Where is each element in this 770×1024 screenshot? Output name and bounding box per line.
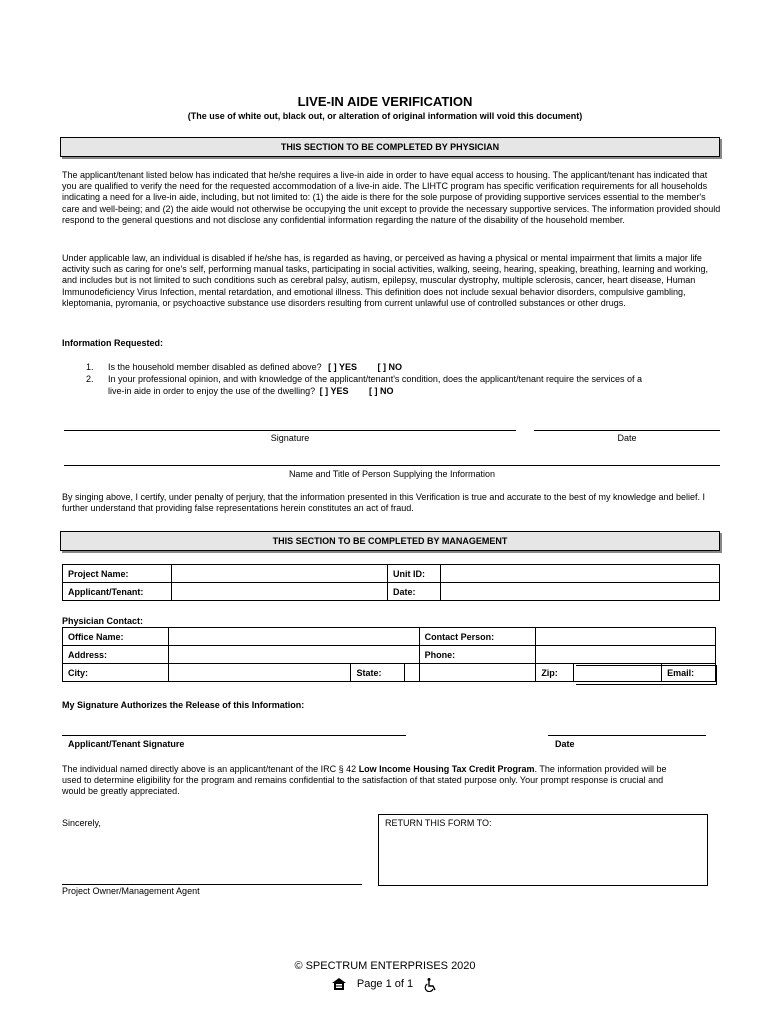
applicant-date-line[interactable] xyxy=(548,735,706,736)
q1-number: 1. xyxy=(86,362,94,372)
page-title: LIVE-IN AIDE VERIFICATION xyxy=(297,94,473,109)
date-field[interactable] xyxy=(441,583,720,601)
city-label: City: xyxy=(63,664,169,682)
applicant-signature-line[interactable] xyxy=(62,735,406,736)
owner-agent-line[interactable] xyxy=(62,884,362,885)
q1-yes-checkbox[interactable]: [ ] YES xyxy=(328,362,358,372)
applicant-signature-label: Applicant/Tenant Signature xyxy=(68,739,185,749)
return-form-label: RETURN THIS FORM TO: xyxy=(385,818,492,828)
q2-yes-checkbox[interactable]: [ ] YES xyxy=(319,386,349,396)
physician-contact-label: Physician Contact: xyxy=(62,616,144,626)
applicant-tenant-label: Applicant/Tenant: xyxy=(63,583,172,601)
authorizes-release-label: My Signature Authorizes the Release of this Information: xyxy=(62,700,305,710)
physician-signature-line[interactable] xyxy=(64,430,516,431)
disability-definition-paragraph: Under applicable law, an individual is disabled if he/she has, is regarded as having, or perceived as having a physical or mental impairment that limits a major life activity such as caring for one's self, performing manual tasks, participating in social activities, walking, seeing, hearing, speaking, breathing, learning and working, and includes but is not limited to such conditions such as cerebral palsy, autism, epilepsy, muscular dystrophy, multiple sclerosis, cancer, heart disease, Human Immunodeficiency Virus Infection, mental retardation, and emotional illness. This definition does not include sexual behavior disorders, compulsive gambling, kleptomania, pyromania, or psychoactive substance use disorders resulting from current unlawful use of controlled substances or other drugs. xyxy=(62,253,709,308)
page-footer xyxy=(0,978,770,990)
city-field[interactable] xyxy=(169,664,351,682)
office-name-field[interactable] xyxy=(169,628,419,646)
project-info-table xyxy=(62,564,720,601)
address-label: Address: xyxy=(63,646,169,664)
email-field[interactable] xyxy=(576,665,717,685)
project-name-field[interactable] xyxy=(172,565,388,583)
contact-person-field[interactable] xyxy=(536,628,716,646)
page-number: Page 1 of 1 xyxy=(356,978,414,990)
copyright-footer: © SPECTRUM ENTERPRISES 2020 xyxy=(294,960,476,972)
q2-text-line2: live-in aide in order to enjoy the use of the dwelling? xyxy=(108,386,316,396)
state-field[interactable] xyxy=(405,664,419,682)
management-section-heading: THIS SECTION TO BE COMPLETED BY MANAGEMENT xyxy=(60,531,720,551)
project-name-label: Project Name: xyxy=(63,565,172,583)
owner-agent-label: Project Owner/Management Agent xyxy=(62,886,200,896)
signature-label: Signature xyxy=(270,433,310,443)
program-info-pre: The individual named directly above is an applicant/tenant of the IRC § 42 xyxy=(62,764,359,774)
q2-number: 2. xyxy=(86,374,94,384)
program-name: Low Income Housing Tax Credit Program xyxy=(358,764,535,774)
return-form-box[interactable] xyxy=(378,814,708,886)
physician-intro-paragraph: The applicant/tenant listed below has indicated that he/she requires a live-in aide in order to have equal access to housing. The applicant/tenant has indicated that you are qualified to verify the need for the requested accommodation of a live-in aide. The LIHTC program has specific verification requirements for all households indicating a need for a live-in aide, including, but not limited to: (1) the aide is there for the sole purpose of providing supportive services essential to the member's care and well-being; and (2) the aide would not otherwise be occupying the unit except to provide the necessary supportive services. The information provided should respond to the general questions and not disclose any confidential information regarding the nature of the disability of the household member. xyxy=(62,170,721,225)
equal-housing-icon xyxy=(332,978,346,990)
office-name-label: Office Name: xyxy=(63,628,169,646)
contact-person-label: Contact Person: xyxy=(419,628,536,646)
state-field-extended[interactable] xyxy=(419,664,536,682)
accessibility-icon xyxy=(424,978,438,990)
unit-id-field[interactable] xyxy=(441,565,720,583)
name-title-line[interactable] xyxy=(64,465,720,466)
page-subtitle: (The use of white out, black out, or alteration of original information will void this document) xyxy=(187,111,583,121)
state-label: State: xyxy=(351,664,405,682)
applicant-date-label: Date xyxy=(555,739,575,749)
email-label: Email: xyxy=(662,664,716,682)
q1-text: Is the household member disabled as defined above? xyxy=(108,362,322,372)
question-1 xyxy=(108,362,402,372)
q2-no-checkbox[interactable]: [ ] NO xyxy=(369,386,394,396)
certification-paragraph: By singing above, I certify, under penalty of perjury, that the information presented in this Verification is true and accurate to the best of my knowledge and belief. I further understand that providing false representations herein constitutes an act of fraud. xyxy=(62,492,706,514)
sincerely-label: Sincerely, xyxy=(62,818,101,828)
info-requested-label: Information Requested: xyxy=(62,338,164,348)
name-title-label: Name and Title of Person Supplying the Information xyxy=(288,469,496,479)
q2-text-line1: In your professional opinion, and with knowledge of the applicant/tenant's condition, does the applicant/tenant require the services of a xyxy=(108,374,643,384)
unit-id-label: Unit ID: xyxy=(388,565,441,583)
physician-section-heading: THIS SECTION TO BE COMPLETED BY PHYSICIAN xyxy=(60,137,720,157)
program-info-paragraph xyxy=(62,764,682,798)
q1-no-checkbox[interactable]: [ ] NO xyxy=(377,362,403,372)
zip-label: Zip: xyxy=(536,664,574,682)
program-info-post: . The information provided will be used to determine eligibility for the program and remains confidential to the satisfaction of that stated purpose only. Your prompt response is crucial and would be greatly appreciated. xyxy=(62,764,667,797)
phone-label: Phone: xyxy=(419,646,536,664)
phone-field[interactable] xyxy=(536,646,716,664)
question-2 xyxy=(108,386,394,396)
address-field[interactable] xyxy=(169,646,419,664)
applicant-tenant-field[interactable] xyxy=(172,583,388,601)
date-label: Date xyxy=(617,433,637,443)
date-field-label: Date: xyxy=(388,583,441,601)
physician-date-line[interactable] xyxy=(534,430,720,431)
